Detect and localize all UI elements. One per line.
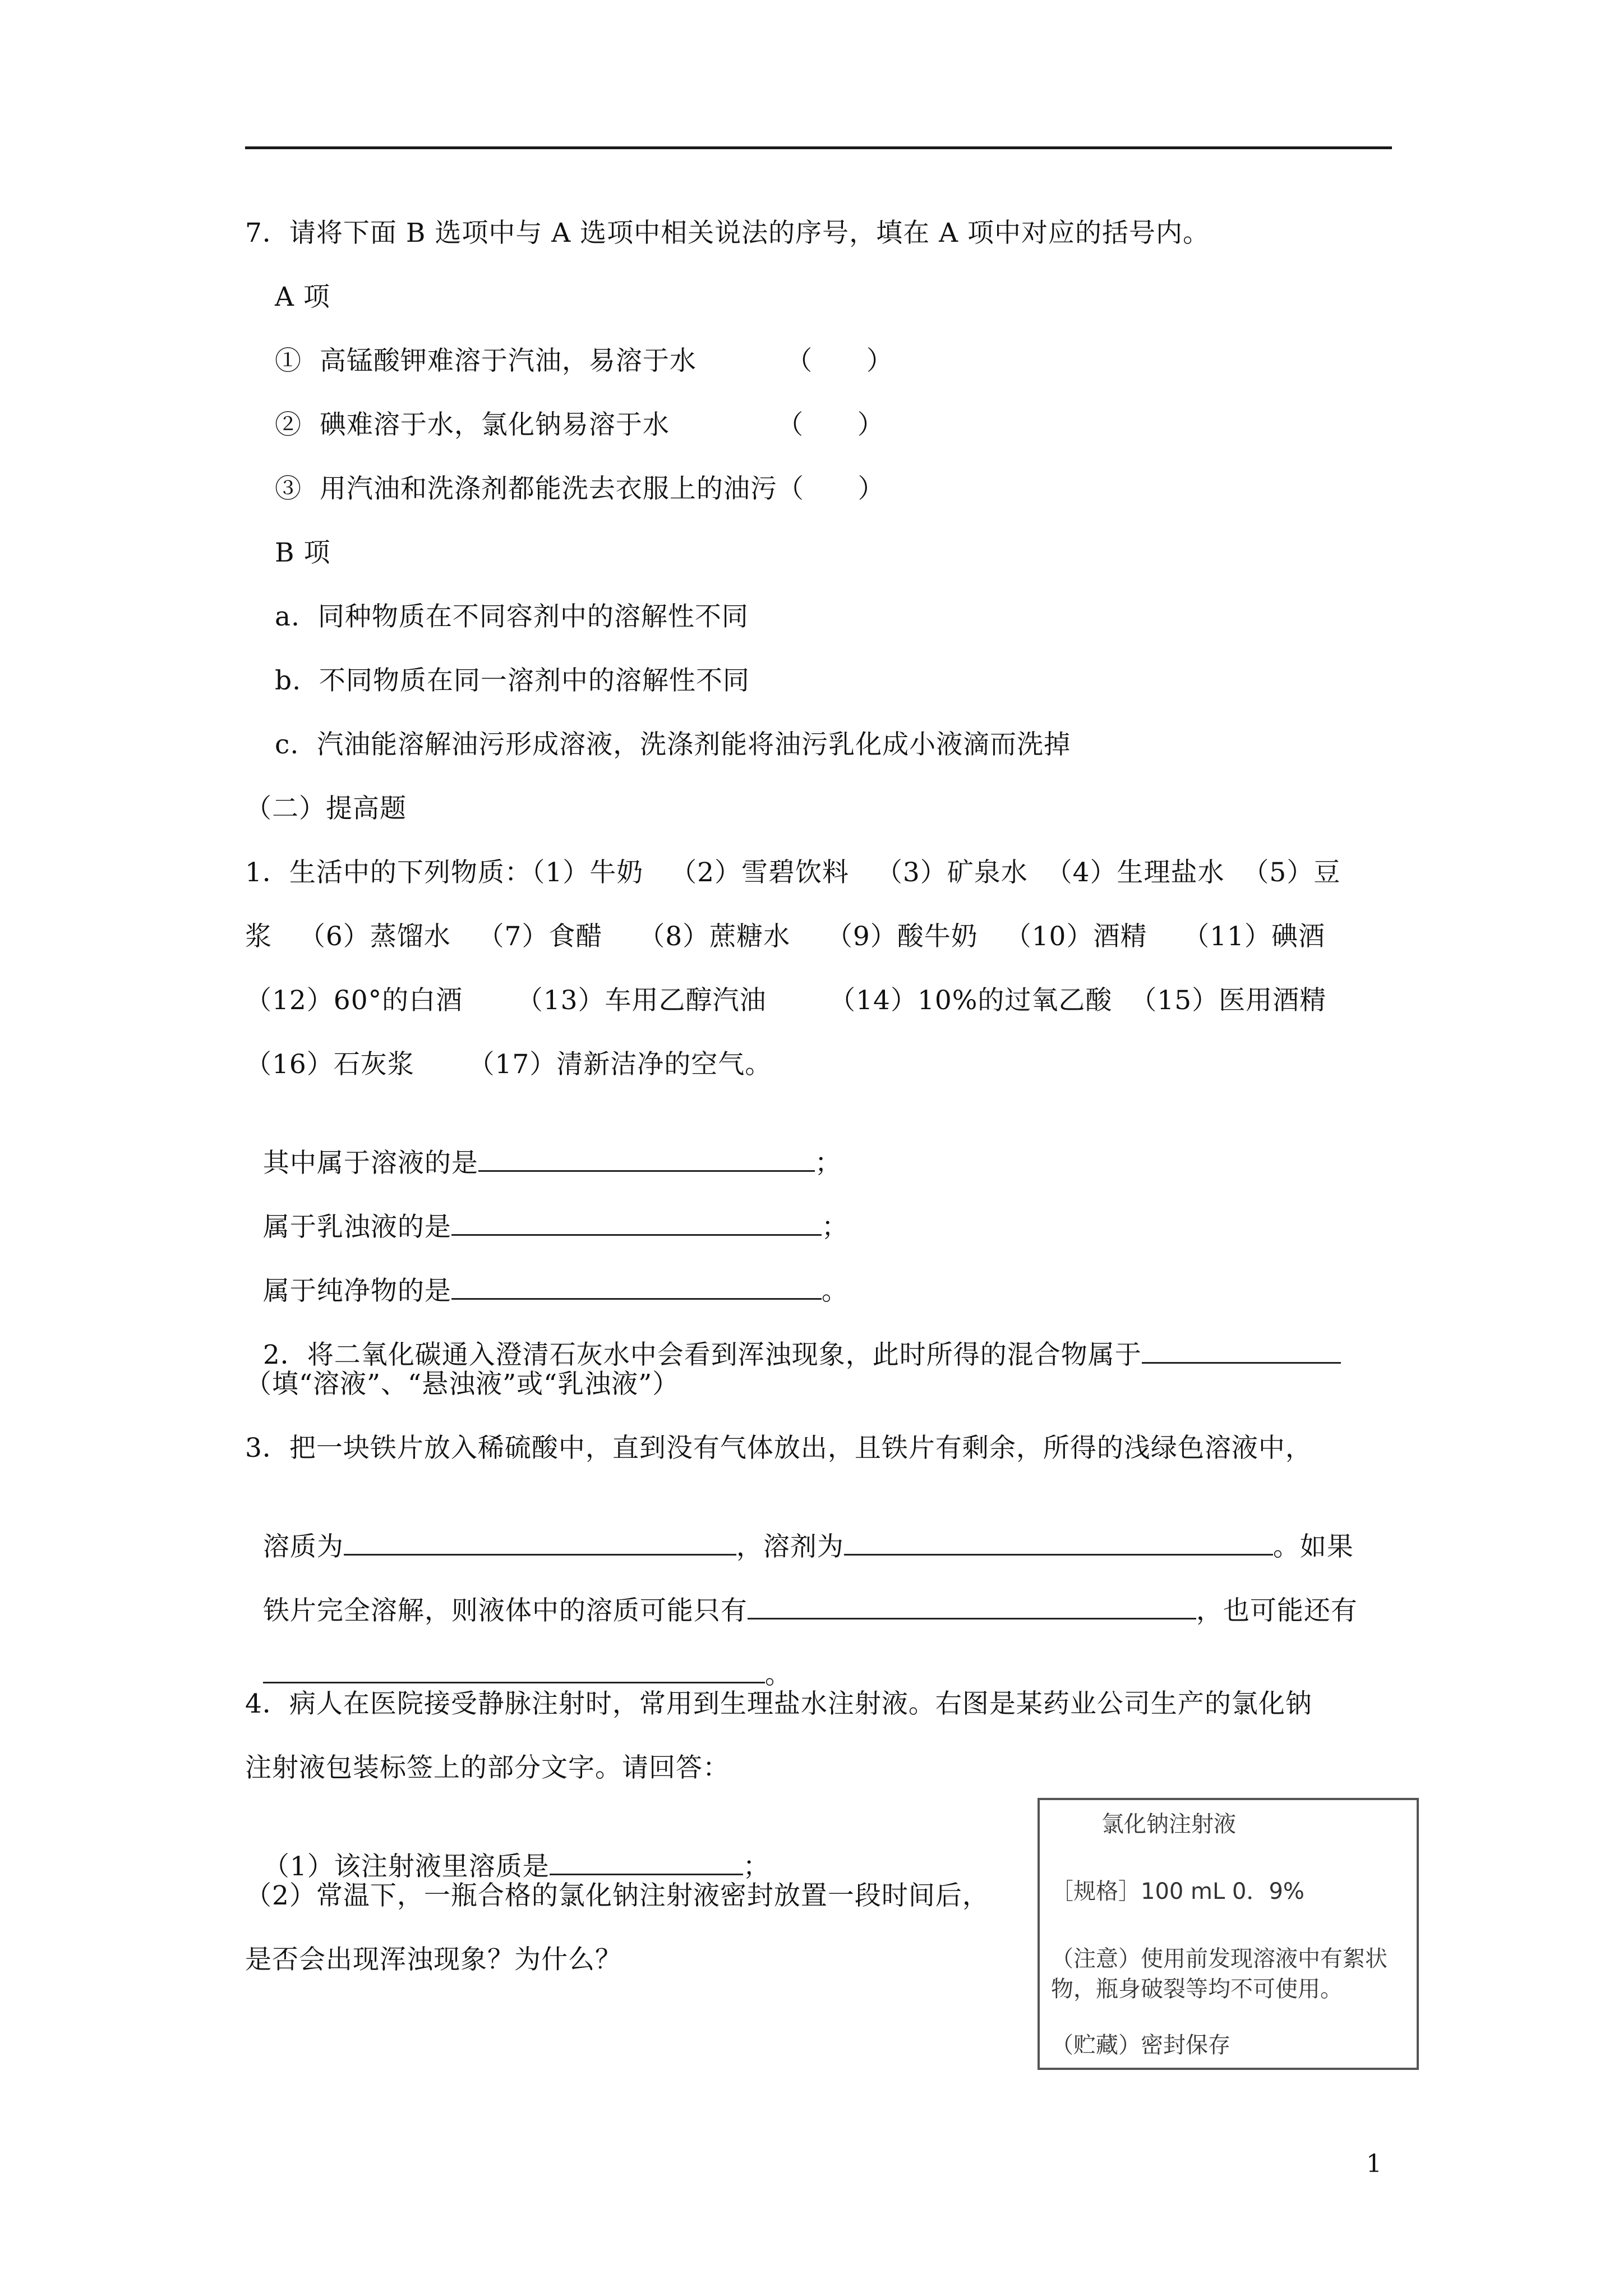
label-storage: （贮藏）密封保存	[1051, 2032, 1230, 2058]
q4-sub-2-line-1: （2）常温下，一瓶合格的氯化钠注射液密封放置一段时间后，	[245, 1880, 989, 1911]
answer-blank[interactable]	[550, 1849, 743, 1875]
answer-blank[interactable]	[451, 1273, 822, 1300]
answer-blank[interactable]	[344, 1529, 736, 1556]
page-number: 1	[1366, 2150, 1382, 2178]
q4-line-1: 4．病人在医院接受静脉注射时，常用到生理盐水注射液。右图是某药业公司生产的氯化钠	[245, 1688, 1312, 1719]
q1-fill-emulsion-label: 属于乳浊液的是	[262, 1212, 451, 1243]
header-rule	[245, 146, 1392, 149]
q3-period: 。	[764, 1659, 792, 1690]
q1-semicolon: ；	[814, 1148, 842, 1179]
q7-b-item-a: a. 同种物质在不同容剂中的溶解性不同	[275, 601, 749, 632]
q3-line-4	[245, 1623, 792, 1692]
injection-label-figure	[1038, 1798, 1419, 2070]
q3-line-2	[245, 1496, 1354, 1564]
q7-a-title: A 项	[275, 282, 330, 312]
q1-fill-solution-label: 其中属于溶液的是	[262, 1148, 478, 1179]
q1-semicolon: ；	[821, 1212, 849, 1243]
q2-stem: 2．将二氧化碳通入澄清石灰水中会看到浑浊现象，此时所得的混合物属于	[262, 1340, 1142, 1370]
answer-blank[interactable]	[451, 1209, 822, 1236]
q1-fill-pure-label: 属于纯净物的是	[262, 1276, 451, 1306]
q3-solvent-label: ，溶剂为	[736, 1531, 844, 1562]
q3-only-label: 铁片完全溶解，则液体中的溶质可能只有	[262, 1595, 748, 1626]
q4-sub-1-label: （1）该注射液里溶质是	[262, 1851, 550, 1882]
q4-sub-2-line-2: 是否会出现浑浊现象？为什么？	[245, 1944, 622, 1975]
section-title: （二）提高题	[245, 793, 407, 824]
q3-line-3	[245, 1559, 1358, 1628]
q3-also-label: ，也可能还有	[1196, 1595, 1358, 1626]
q2-line-1	[245, 1304, 1341, 1372]
q3-ruguo: 。如果	[1272, 1531, 1354, 1562]
q4-line-2: 注射液包装标签上的部分文字。请回答：	[245, 1752, 730, 1783]
q1-fill-pure	[245, 1240, 849, 1308]
answer-blank[interactable]	[844, 1529, 1273, 1556]
q1-period: 。	[821, 1276, 849, 1306]
q1-line-3: （12）60°的白酒 （13）车用乙醇汽油 （14）10%的过氧乙酸 （15）医用酒精	[245, 985, 1327, 1016]
label-title: 氯化钠注射液	[1101, 1811, 1236, 1837]
q7-b-item-b: b. 不同物质在同一溶剂中的溶解性不同	[275, 665, 750, 696]
answer-blank[interactable]	[478, 1145, 815, 1172]
q1-line-1: 1．生活中的下列物质：（1）牛奶 （2）雪碧饮料 （3）矿泉水 （4）生理盐水 （5）豆	[245, 857, 1341, 888]
q2-line-2: （填“溶液”、“悬浊液”或“乳浊液”）	[245, 1369, 680, 1400]
q4-sub-1-end: ；	[743, 1851, 770, 1882]
q7-a-item-2: ② 碘难溶于水，氯化钠易溶于水 （ ）	[275, 409, 884, 440]
q7-stem: 7．请将下面 B 选项中与 A 选项中相关说法的序号，填在 A 项中对应的括号内。	[245, 218, 1210, 249]
answer-blank[interactable]	[1142, 1337, 1341, 1364]
q7-b-title: B 项	[275, 537, 331, 568]
q1-line-4: （16）石灰浆 （17）清新洁净的空气。	[245, 1049, 772, 1080]
q3-solute-label: 溶质为	[262, 1531, 344, 1562]
label-spec: ［规格］100 mL 0．9%	[1051, 1879, 1304, 1904]
label-note-line-1: （注意）使用前发现溶液中有絮状	[1051, 1946, 1387, 1972]
q4-sub-1	[245, 1815, 770, 1884]
q1-fill-solution	[245, 1112, 842, 1180]
q7-a-item-3: ③ 用汽油和洗涤剂都能洗去衣服上的油污（ ）	[275, 473, 885, 504]
q7-b-item-c: c. 汽油能溶解油污形成溶液，洗涤剂能将油污乳化成小液滴而洗掉	[275, 729, 1071, 760]
q1-line-2: 浆 （6）蒸馏水 （7）食醋 （8）蔗糖水 （9）酸牛奶 （10）酒精 （11）碘酒	[245, 921, 1325, 952]
answer-blank[interactable]	[263, 1657, 765, 1683]
q1-fill-emulsion	[245, 1176, 849, 1244]
q3-line-1: 3．把一块铁片放入稀硫酸中，直到没有气体放出，且铁片有剩余，所得的浅绿色溶液中，	[245, 1433, 1312, 1464]
q7-a-item-1: ① 高锰酸钾难溶于汽油，易溶于水 （ ）	[275, 346, 893, 376]
answer-blank[interactable]	[748, 1593, 1196, 1619]
label-note-line-2: 物，瓶身破裂等均不可使用。	[1051, 1976, 1343, 2002]
